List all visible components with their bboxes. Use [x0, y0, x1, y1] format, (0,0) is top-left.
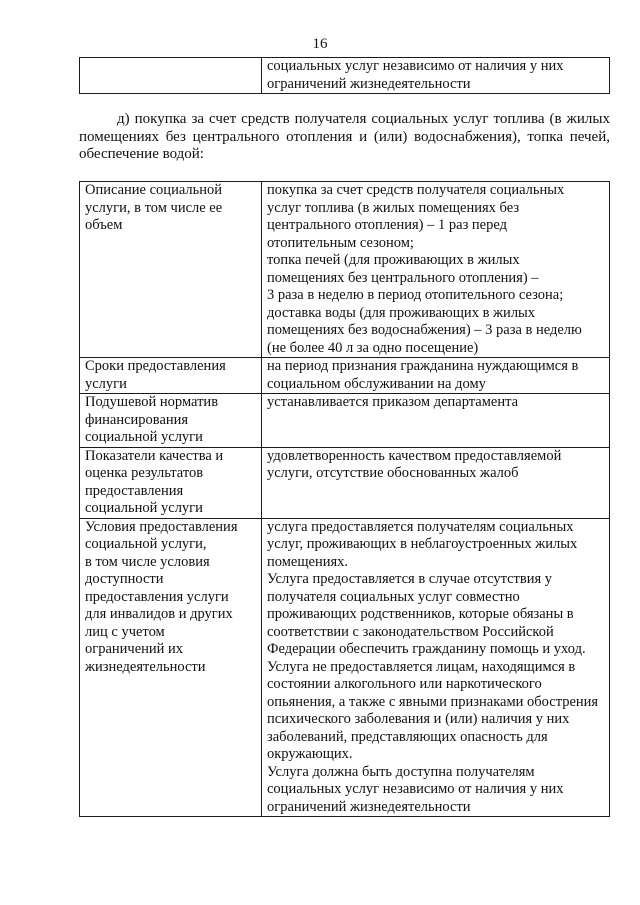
service-table	[79, 181, 610, 817]
section-paragraph: д) покупка за счет средств получателя социальных услуг топлива (в жилых помещениях без центрального отопления и (или) водоснабжения), топка печей, обеспечение водой:	[79, 111, 610, 162]
table-row	[80, 58, 610, 94]
table-cell-label: Условия предоставления социальной услуги, в том числе условия доступности предоставления услуги для инвалидов и других лиц с учетом ограничений их жизнедеятельности	[80, 518, 262, 817]
table-row	[80, 394, 610, 448]
table-cell-value: на период признания гражданина нуждающимся в социальном обслуживании на дому	[262, 358, 610, 394]
table-row	[80, 358, 610, 394]
table-row	[80, 518, 610, 817]
table-cell-label: Подушевой норматив финансирования социальной услуги	[80, 394, 262, 448]
table-cell-value: устанавливается приказом департамента	[262, 394, 610, 448]
table-cell-value: покупка за счет средств получателя социальных услуг топлива (в жилых помещениях без центрального отопления) – 1 раз перед отопительным сезоном; топка печей (для проживающих в жилых помещениях без центрального отопления) – 3 раза в неделю в период отопительного сезона; доставка воды (для проживающих в жилых помещениях без водоснабжения) – 3 раза в неделю (не более 40 л за одно посещение)	[262, 182, 610, 358]
table-row	[80, 182, 610, 358]
table-cell-label: Сроки предоставления услуги	[80, 358, 262, 394]
table-cell-label	[80, 58, 262, 94]
table-cell-value: услуга предоставляется получателям социальных услуг, проживающих в неблагоустроенных жилых помещениях. Услуга предоставляется в случае отсутствия у получателя социальных услуг совместно проживающих родственников, которые обязаны в соответствии с законодательством Российской Федерации обеспечить гражданину помощь и уход. Услуга не предоставляется лицам, находящимся в состоянии алкогольного или наркотического опьянения, а также с явными признаками обострения психического заболевания и (или) наличия у них заболеваний, представляющих опасность для окружающих. Услуга должна быть доступна получателям социальных услуг независимо от наличия у них ограничений жизнедеятельности	[262, 518, 610, 817]
continuation-table	[79, 57, 610, 94]
table-cell-value: удовлетворенность качеством предоставляемой услуги, отсутствие обоснованных жалоб	[262, 447, 610, 518]
table-row	[80, 447, 610, 518]
page-number: 16	[312, 36, 328, 52]
table-cell-value: социальных услуг независимо от наличия у них ограничений жизнедеятельности	[262, 58, 610, 94]
table-cell-label: Описание социальной услуги, в том числе ее объем	[80, 182, 262, 358]
table-cell-label: Показатели качества и оценка результатов предоставления социальной услуги	[80, 447, 262, 518]
